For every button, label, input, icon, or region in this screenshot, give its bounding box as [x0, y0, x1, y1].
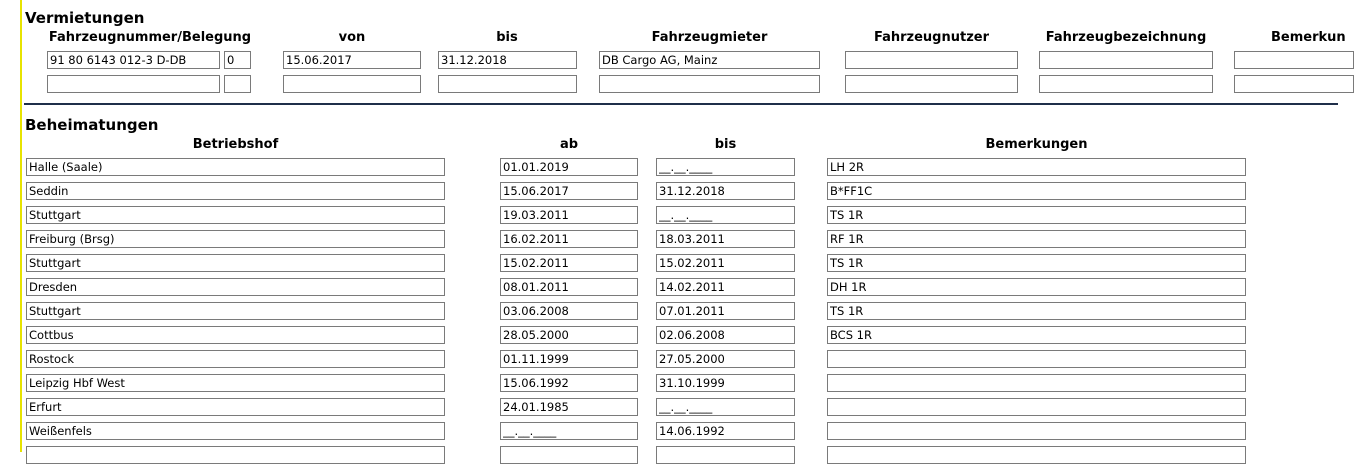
ab-field[interactable] — [500, 422, 638, 440]
betriebshof-field[interactable] — [26, 278, 445, 296]
beh-bemerkung-field[interactable] — [827, 230, 1246, 248]
betriebshof-field[interactable] — [26, 158, 445, 176]
left-margin-rule — [20, 0, 22, 452]
beh-bemerkung-field[interactable] — [827, 182, 1246, 200]
header-ab: ab — [559, 137, 579, 152]
ab-field[interactable] — [500, 398, 638, 416]
header-beh-bis: bis — [714, 137, 737, 152]
betriebshof-field[interactable] — [26, 230, 445, 248]
beh-bemerkung-field[interactable] — [827, 350, 1246, 368]
section-divider — [24, 103, 1338, 105]
ab-field[interactable] — [500, 158, 638, 176]
beh-bis-field[interactable] — [656, 206, 795, 224]
bemerkung-field[interactable] — [1234, 75, 1354, 93]
fahrzeugmieter-field[interactable] — [599, 75, 820, 93]
ab-field[interactable] — [500, 254, 638, 272]
vermietungen-title: Vermietungen — [25, 9, 145, 27]
beh-bis-field[interactable] — [656, 302, 795, 320]
betriebshof-field[interactable] — [26, 302, 445, 320]
ab-field[interactable] — [500, 302, 638, 320]
betriebshof-field[interactable] — [26, 326, 445, 344]
beh-bis-field[interactable] — [656, 278, 795, 296]
header-fahrzeugnutzer: Fahrzeugnutzer — [873, 30, 990, 45]
header-bemerkungen: Bemerkun — [1271, 30, 1346, 45]
beh-bemerkung-field[interactable] — [827, 326, 1246, 344]
betriebshof-field[interactable] — [26, 422, 445, 440]
header-fahrzeugmieter: Fahrzeugmieter — [651, 30, 768, 45]
fahrzeugnutzer-field[interactable] — [845, 75, 1018, 93]
ab-field[interactable] — [500, 374, 638, 392]
belegung-field[interactable] — [224, 75, 251, 93]
betriebshof-field[interactable] — [26, 206, 445, 224]
betriebshof-field[interactable] — [26, 446, 445, 464]
ab-field[interactable] — [500, 230, 638, 248]
betriebshof-field[interactable] — [26, 254, 445, 272]
bemerkung-field[interactable] — [1234, 51, 1354, 69]
beh-bemerkung-field[interactable] — [827, 158, 1246, 176]
fahrzeugnutzer-field[interactable] — [845, 51, 1018, 69]
bis-field[interactable] — [438, 51, 577, 69]
ab-field[interactable] — [500, 446, 638, 464]
fahrzeugbezeichnung-field[interactable] — [1039, 75, 1213, 93]
header-beh-bemerkungen: Bemerkungen — [985, 137, 1088, 152]
beh-bis-field[interactable] — [656, 446, 795, 464]
betriebshof-field[interactable] — [26, 374, 445, 392]
beh-bemerkung-field[interactable] — [827, 206, 1246, 224]
ab-field[interactable] — [500, 206, 638, 224]
beh-bis-field[interactable] — [656, 254, 795, 272]
beh-bemerkung-field[interactable] — [827, 422, 1246, 440]
header-fahrzeugnummer: Fahrzeugnummer/Belegung — [48, 30, 252, 45]
beh-bis-field[interactable] — [656, 230, 795, 248]
beheimatungen-title: Beheimatungen — [25, 116, 159, 134]
fahrzeugnummer-field[interactable] — [47, 75, 220, 93]
fahrzeugbezeichnung-field[interactable] — [1039, 51, 1213, 69]
betriebshof-field[interactable] — [26, 182, 445, 200]
beh-bemerkung-field[interactable] — [827, 254, 1246, 272]
ab-field[interactable] — [500, 326, 638, 344]
beh-bemerkung-field[interactable] — [827, 374, 1246, 392]
beh-bis-field[interactable] — [656, 182, 795, 200]
beh-bemerkung-field[interactable] — [827, 278, 1246, 296]
fahrzeugnummer-field[interactable] — [47, 51, 220, 69]
fahrzeugmieter-field[interactable] — [599, 51, 820, 69]
beh-bemerkung-field[interactable] — [827, 446, 1246, 464]
betriebshof-field[interactable] — [26, 398, 445, 416]
header-betriebshof: Betriebshof — [192, 137, 279, 152]
bis-field[interactable] — [438, 75, 577, 93]
ab-field[interactable] — [500, 278, 638, 296]
header-fahrzeugbezeichnung: Fahrzeugbezeichnung — [1045, 30, 1207, 45]
ab-field[interactable] — [500, 182, 638, 200]
header-bis: bis — [496, 30, 518, 45]
beh-bemerkung-field[interactable] — [827, 398, 1246, 416]
von-field[interactable] — [283, 51, 421, 69]
beh-bemerkung-field[interactable] — [827, 302, 1246, 320]
header-von: von — [338, 30, 366, 45]
von-field[interactable] — [283, 75, 421, 93]
beh-bis-field[interactable] — [656, 158, 795, 176]
ab-field[interactable] — [500, 350, 638, 368]
beh-bis-field[interactable] — [656, 374, 795, 392]
belegung-field[interactable] — [224, 51, 251, 69]
beh-bis-field[interactable] — [656, 422, 795, 440]
betriebshof-field[interactable] — [26, 350, 445, 368]
beh-bis-field[interactable] — [656, 350, 795, 368]
beh-bis-field[interactable] — [656, 398, 795, 416]
beh-bis-field[interactable] — [656, 326, 795, 344]
